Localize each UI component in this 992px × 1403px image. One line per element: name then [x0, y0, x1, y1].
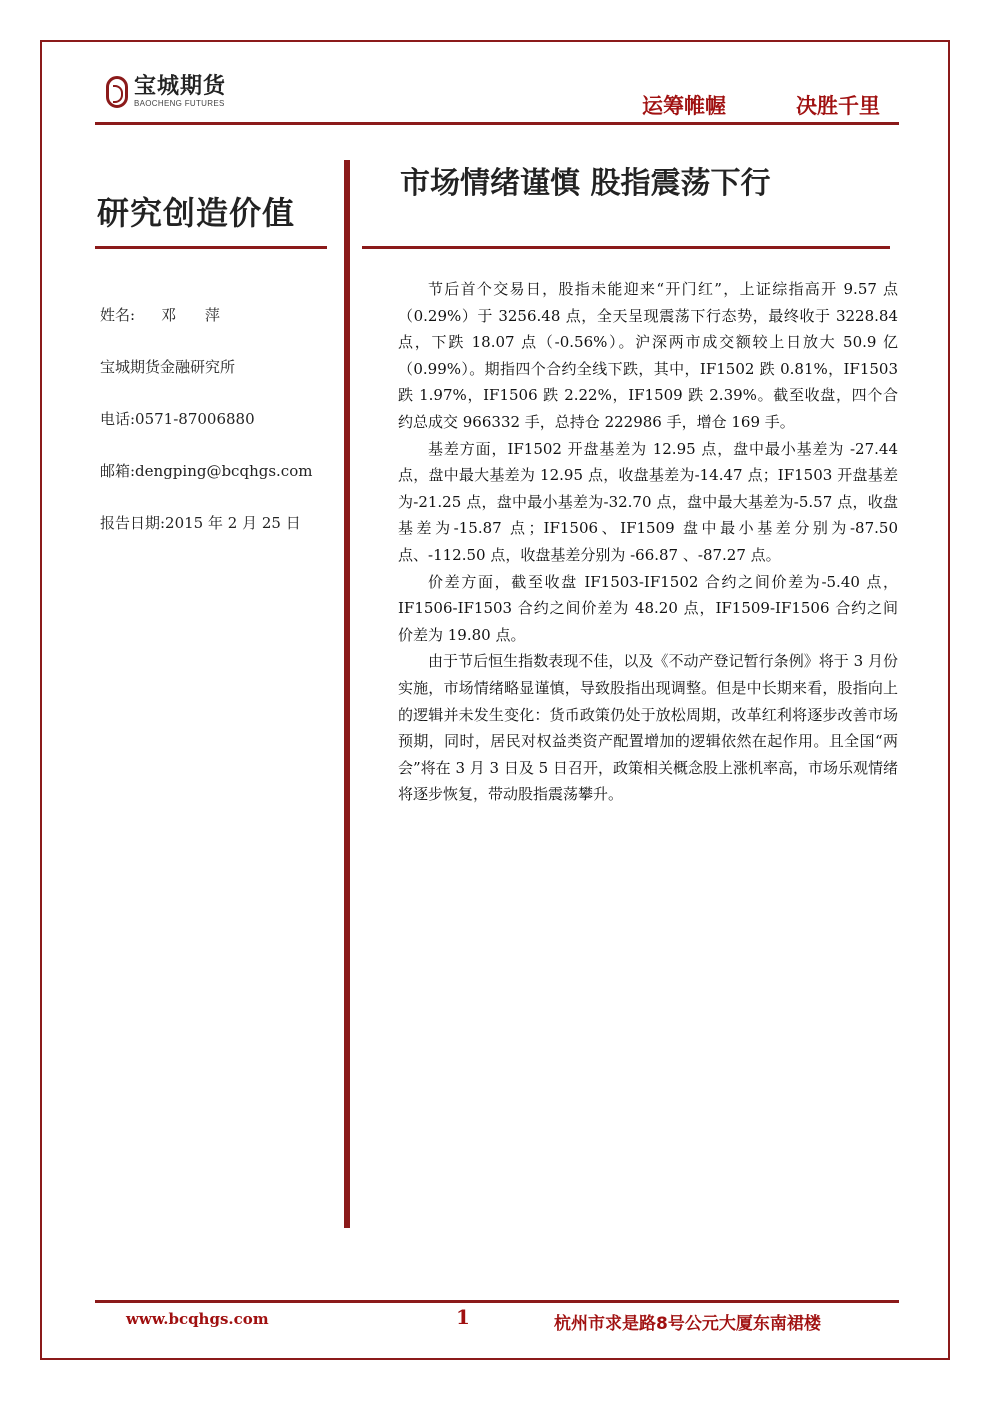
header-divider: [95, 122, 899, 125]
email: 邮箱:dengping@bcqhgs.com: [100, 462, 313, 480]
paragraph-basis: 基差方面，IF1502 开盘基差为 12.95 点，盘中最小基差为 -27.44 点，盘中最大基差为 12.95 点，收盘基差为-14.47 点；IF1503 开盘基差为-21.25 点，盘中最小基差为-32.70 点，盘中最大基差为-5.57 点，收盘基差为-15.87 点；IF1506、IF1509 盘中最小基差分别为-87.50 点、-112.50 点，收盘基差分别为 -66.87 、-87.27 点。: [398, 439, 898, 564]
sidebar-title: 研究创造价值: [97, 194, 296, 232]
author-name: 邓 萍: [161, 306, 232, 324]
footer-url[interactable]: www.bcqhgs.com: [126, 1310, 269, 1328]
slogan-2: 决胜千里: [796, 94, 880, 118]
footer-address: 杭州市求是路8号公元大厦东南裙楼: [554, 1314, 821, 1334]
report-title: 市场情绪谨慎 股指震荡下行: [400, 166, 771, 201]
footer-divider: [95, 1300, 899, 1303]
institution: 宝城期货金融研究所: [100, 358, 236, 376]
page-number: 1: [456, 1305, 470, 1329]
paragraph-spread: 价差方面，截至收盘 IF1503-IF1502 合约之间价差为-5.40 点，IF1506-IF1503 合约之间价差为 48.20 点，IF1509-IF1506 合约之间价差为 19.80 点。: [398, 572, 898, 644]
slogan-1: 运筹帷幄: [642, 94, 726, 118]
paragraph-market: 节后首个交易日，股指未能迎来“开门红”，上证综指高开 9.57 点（0.29%）于 3256.48 点，全天呈现震荡下行态势，最终收于 3228.84 点，下跌 18.07 点（-0.56%）。沪深两市成交额较上日放大 50.9 亿（0.99%）。期指四个合约全线下跌，其中，IF1502 跌 0.81%，IF1503 跌 1.97%，IF1506 跌 2.22%，IF1509 跌 2.39%。截至收盘，四个合约总成交 966332 手，总持仓 222986 手，增仓 169 手。: [398, 280, 898, 431]
phone: 电话:0571-87006880: [100, 410, 255, 428]
column-divider: [344, 160, 350, 1228]
report-date: 报告日期:2015 年 2 月 25 日: [100, 514, 301, 532]
author-label: 姓名:: [100, 306, 136, 324]
report-title-underline: [362, 246, 890, 249]
logo-name-en: BAOCHENG FUTURES: [134, 99, 225, 108]
report-body: [398, 276, 898, 808]
author-row: [100, 304, 232, 325]
sidebar-title-underline: [95, 246, 327, 249]
logo-icon: [106, 76, 128, 108]
company-logo: [106, 76, 226, 108]
paragraph-outlook: 由于节后恒生指数表现不佳，以及《不动产登记暂行条例》将于 3 月份实施，市场情绪略显谨慎，导致股指出现调整。但是中长期来看，股指向上的逻辑并未发生变化：货币政策仍处于放松周期，改革红利将逐步改善市场预期，同时，居民对权益类资产配置增加的逻辑依然在起作用。且全国“两会”将在 3 月 3 日及 5 日召开，政策相关概念股上涨机率高，市场乐观情绪将逐步恢复，带动股指震荡攀升。: [398, 652, 898, 804]
logo-name-cn: 宝城期货: [134, 74, 227, 99]
